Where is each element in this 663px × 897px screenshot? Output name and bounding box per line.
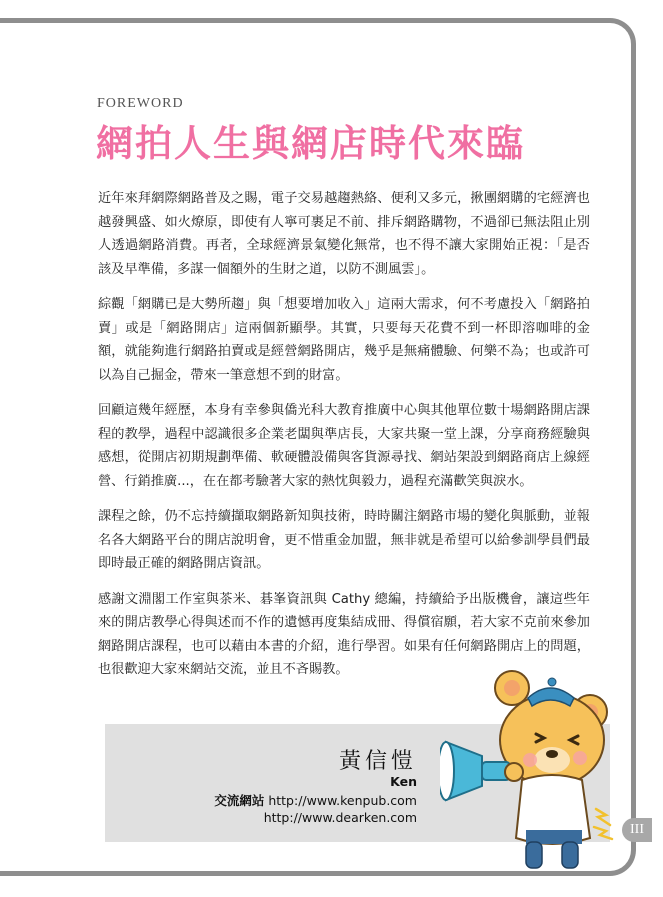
paragraph-4: 課程之餘，仍不忘持續擷取網路新知與技術，時時關注網路市場的變化與脈動，並報名各大網路平台的開店說明會，更不惜重金加盟，無非就是希望可以給參訓學員們最即時最正確的網路開店資訊。 [98, 509, 590, 571]
paragraph-2: 綜觀「網購已是大勢所趨」與「想要增加收入」這兩大需求，何不考慮投入「網路拍賣」或是「網路開店」這兩個新顯學。其實，只要每天花費不到一杯即溶咖啡的金額，就能夠進行網路拍賣或是經營網路開店，幾乎是無痛體驗、何樂不為；也或許可以為自己掘金，帶來一筆意想不到的財富。 [98, 297, 590, 383]
paragraph-5: 感謝文淵閣工作室與茶米、碁峯資訊與 Cathy 總編，持續給予出版機會，讓這些年來的開店教學心得與述而不作的遺憾再度集結成冊、得償宿願，若大家不克前來參加網路開店課程，也可以藉由本書的介紹，進行學習。如果有任何網路開店上的問題，也很歡迎大家來網站交流，並且不吝賜教。 [98, 591, 590, 677]
spark-icon [590, 805, 620, 845]
author-websites [214, 792, 417, 826]
author-name: 黃信愷 [338, 749, 417, 774]
bear-megaphone-illustration [440, 660, 620, 880]
page-title: 網拍人生與網店時代來臨 [96, 121, 525, 165]
page-number-tab: III [622, 818, 652, 842]
section-eyebrow: FOREWORD [97, 96, 184, 111]
website-label: 交流網站 [214, 793, 265, 808]
paragraph-1: 近年來拜網際網路普及之賜，電子交易越趨熱絡、便利又多元，揪團網購的宅經濟也越發興盛、如火燎原，即使有人寧可裹足不前、排斥網路購物，不過卻已無法阻止別人透過網路消費。再者，全球經濟景氣變化無常，也不得不讓大家開始正視：「是否該及早準備，多謀一個額外的生財之道，以防不測風雲」。 [98, 191, 590, 277]
foreword-body [98, 187, 590, 694]
website-link-1[interactable]: http://www.kenpub.com [268, 793, 417, 808]
paragraph-3: 回顧這幾年經歷，本身有幸參與僑光科大教育推廣中心與其他單位數十場網路開店課程的教學，過程中認識很多企業老闆與準店長，大家共聚一堂上課，分享商務經驗與感想，從開店初期規劃準備、軟硬體設備與客貨源尋找、網站架設到網路商店上線經營、行銷推廣...，在在都考驗著大家的熱忱與毅力，過程充滿歡笑與淚水。 [98, 403, 590, 489]
website-link-2[interactable]: http://www.dearken.com [263, 810, 417, 825]
author-alias: Ken [390, 774, 417, 789]
